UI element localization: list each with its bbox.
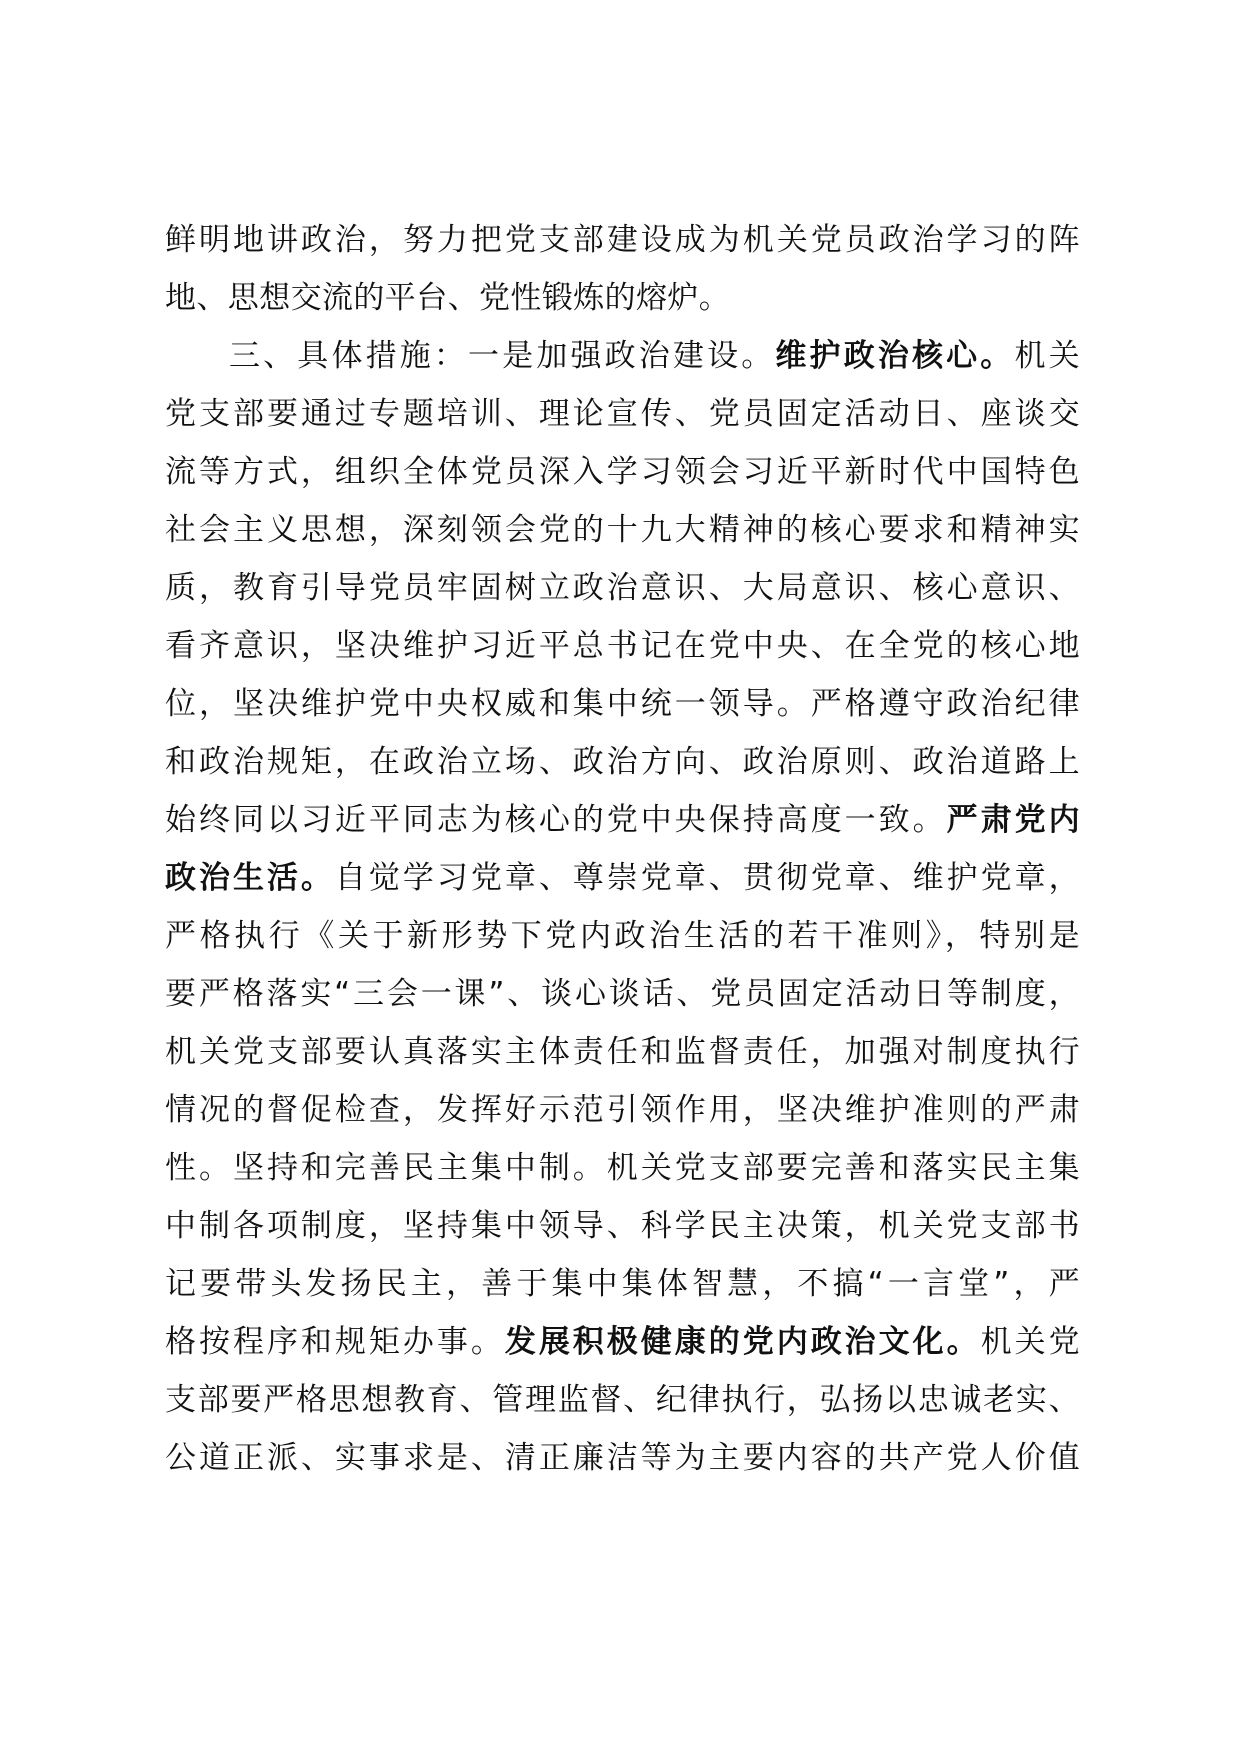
text-line (165, 1081, 1080, 1139)
paragraph-text: 社会主义思想，深刻领会党的十九大精神的核心要求和精神实 (165, 512, 1080, 548)
paragraph-text: 公道正派、实事求是、清正廉洁等为主要内容的共产党人价值 (165, 1440, 1080, 1476)
paragraph-text: 和政治规矩，在政治立场、政治方向、政治原则、政治道路上 (165, 744, 1080, 780)
paragraph-text: 要严格落实“三会一课”、谈心谈话、党员固定活动日等制度， (165, 976, 1080, 1012)
text-line (165, 1197, 1080, 1255)
text-line (165, 501, 1080, 559)
text-line (165, 1429, 1080, 1487)
paragraph-text: 中制各项制度，坚持集中领导、科学民主决策，机关党支部书 (165, 1208, 1080, 1244)
text-line (165, 327, 1080, 385)
text-line (165, 675, 1080, 733)
paragraph-text: 格按程序和规矩办事。 (165, 1324, 505, 1360)
paragraph-text: 质，教育引导党员牢固树立政治意识、大局意识、核心意识、 (165, 570, 1080, 606)
body-text (165, 211, 1080, 1487)
text-line (165, 849, 1080, 907)
text-line (165, 1255, 1080, 1313)
bold-heading-text: 维护政治核心。 (775, 338, 1015, 374)
text-line (165, 443, 1080, 501)
text-line (165, 211, 1080, 269)
text-line (165, 1023, 1080, 1081)
paragraph-text: 情况的督促检查，发挥好示范引领作用，坚决维护准则的严肃 (165, 1092, 1080, 1128)
text-line (165, 1313, 1080, 1371)
text-line (165, 269, 1080, 327)
paragraph-text: 三、具体措施：一是加强政治建设。 (229, 338, 776, 374)
paragraph-text: 严格执行《关于新形势下党内政治生活的若干准则》，特别是 (165, 918, 1080, 954)
text-line (165, 907, 1080, 965)
paragraph-text: 看齐意识，坚决维护习近平总书记在党中央、在全党的核心地 (165, 628, 1080, 664)
text-line (165, 791, 1080, 849)
paragraph-text: 机关党 (980, 1324, 1080, 1360)
paragraph-text: 记要带头发扬民主，善于集中集体智慧，不搞“一言堂”，严 (165, 1266, 1080, 1302)
text-line (165, 965, 1080, 1023)
paragraph-text: 支部要严格思想教育、管理监督、纪律执行，弘扬以忠诚老实、 (165, 1382, 1080, 1418)
paragraph-text: 性。坚持和完善民主集中制。机关党支部要完善和落实民主集 (165, 1150, 1080, 1186)
text-line (165, 559, 1080, 617)
bold-heading-text: 发展积极健康的党内政治文化。 (504, 1324, 981, 1360)
text-line (165, 1371, 1080, 1429)
paragraph-text: 始终同以习近平同志为核心的党中央保持高度一致。 (165, 802, 947, 838)
paragraph-text: 党支部要通过专题培训、理论宣传、党员固定活动日、座谈交 (165, 396, 1080, 432)
text-line (165, 733, 1080, 791)
paragraph-text: 位，坚决维护党中央权威和集中统一领导。严格遵守政治纪律 (165, 686, 1080, 722)
bold-heading-text: 政治生活。 (165, 860, 335, 896)
paragraph-text: 自觉学习党章、尊崇党章、贯彻党章、维护党章， (334, 860, 1080, 896)
paragraph-text: 机关党支部要认真落实主体责任和监督责任，加强对制度执行 (165, 1034, 1080, 1070)
paragraph-text: 地、思想交流的平台、党性锻炼的熔炉。 (165, 280, 731, 316)
paragraph-text: 鲜明地讲政治，努力把党支部建设成为机关党员政治学习的阵 (165, 222, 1080, 258)
text-line (165, 385, 1080, 443)
paragraph-text: 机关 (1014, 338, 1080, 374)
bold-heading-text: 严肃党内 (946, 802, 1080, 838)
text-line (165, 617, 1080, 675)
paragraph-text: 流等方式，组织全体党员深入学习领会习近平新时代中国特色 (165, 454, 1080, 490)
text-line (165, 1139, 1080, 1197)
